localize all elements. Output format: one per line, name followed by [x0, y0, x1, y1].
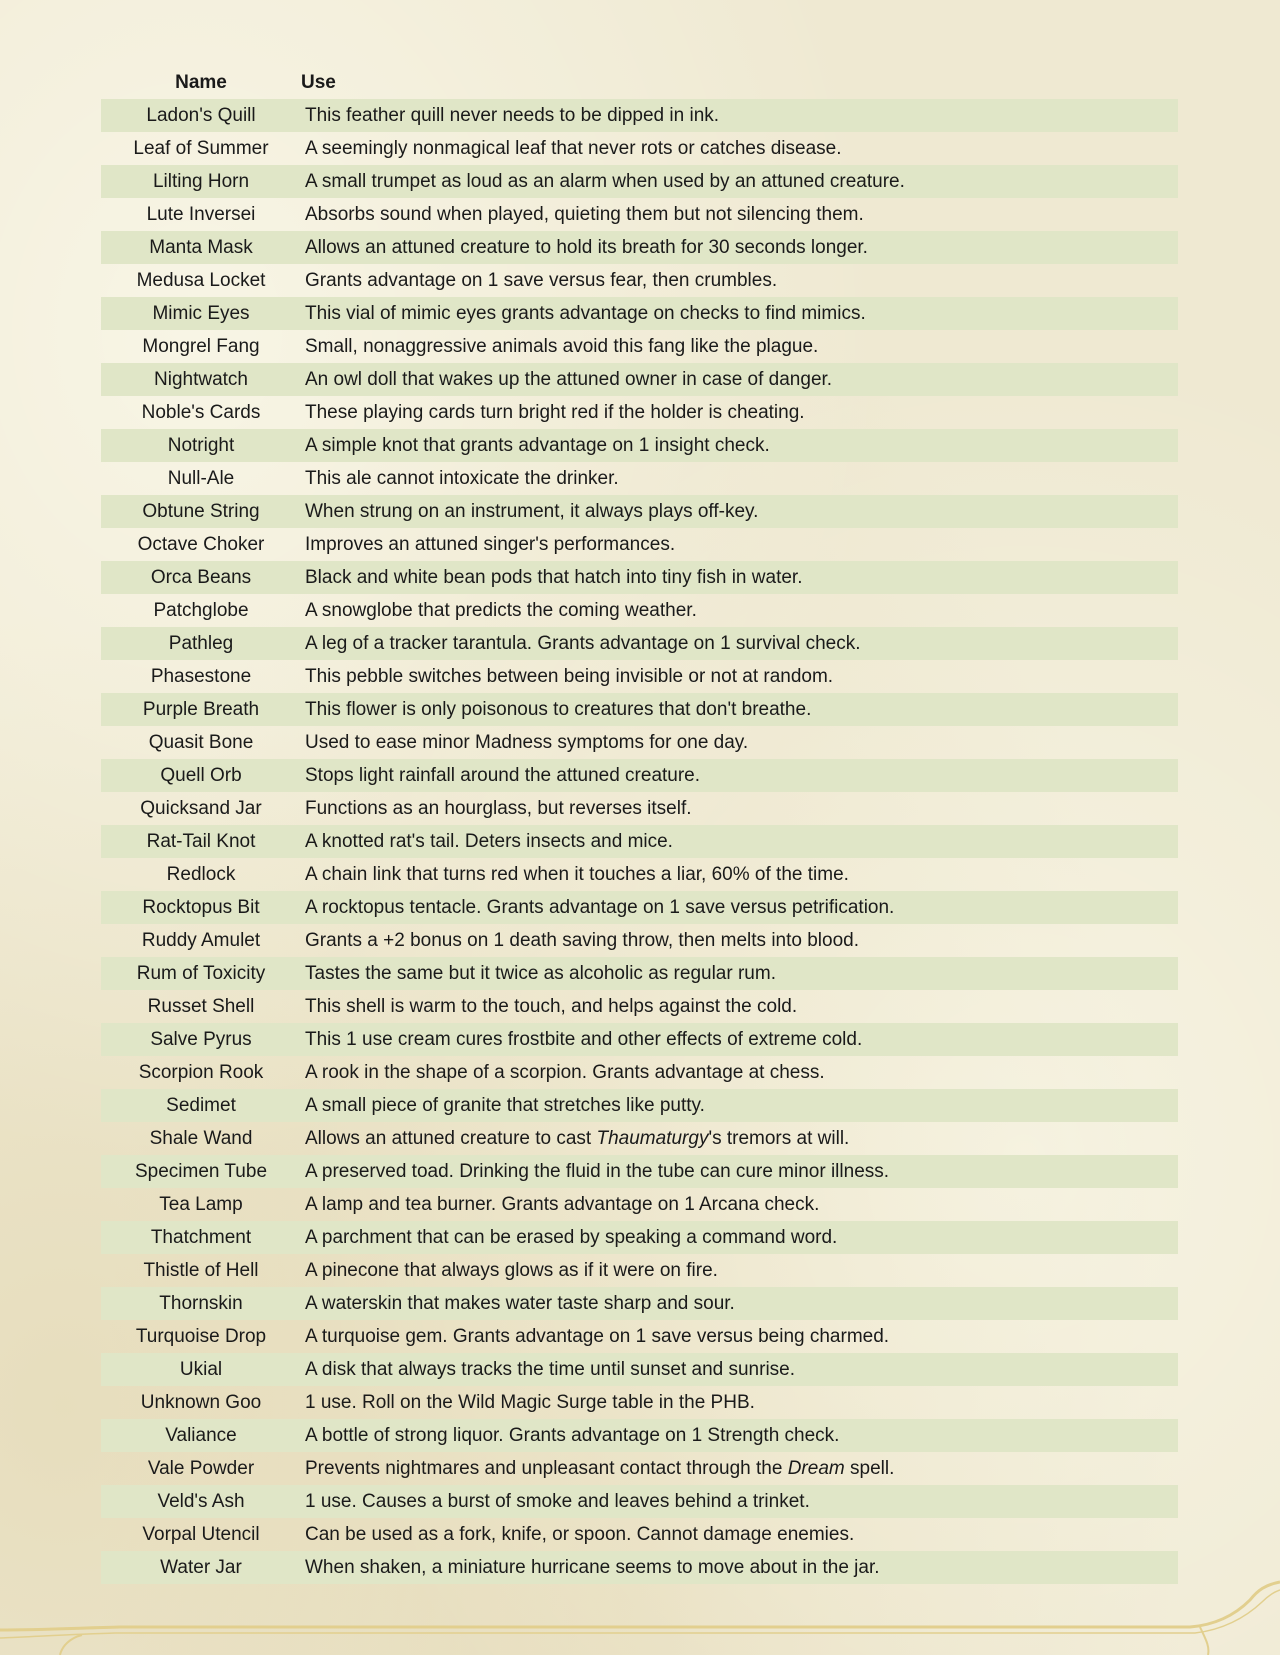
- spell-name-italic: Dream: [787, 1457, 845, 1479]
- table-row: [101, 1023, 1178, 1056]
- item-name-cell: Salve Pyrus: [150, 1028, 252, 1050]
- table-row: [101, 363, 1178, 396]
- item-use-cell: When shaken, a miniature hurricane seems to move about in the jar.: [305, 1556, 880, 1578]
- item-name-cell: Manta Mask: [149, 236, 253, 258]
- item-name-cell: Medusa Locket: [136, 269, 266, 291]
- table-row: [101, 165, 1178, 198]
- item-name-cell: Ukial: [179, 1358, 223, 1380]
- item-name-cell: Quasit Bone: [148, 731, 254, 753]
- item-use-cell: A lamp and tea burner. Grants advantage on 1 Arcana check.: [305, 1193, 820, 1215]
- item-name-cell: Phasestone: [150, 665, 252, 687]
- table-row: [101, 528, 1178, 561]
- table-row: [101, 561, 1178, 594]
- item-use-cell: Grants a +2 bonus on 1 death saving throw, then melts into blood.: [305, 929, 859, 951]
- table-header-row: [101, 66, 1178, 99]
- column-header-use: Use: [301, 71, 336, 93]
- table-row: [101, 1254, 1178, 1287]
- item-use-cell: Used to ease minor Madness symptoms for one day.: [305, 731, 749, 753]
- item-use-cell: When strung on an instrument, it always plays off-key.: [305, 500, 759, 522]
- item-name-cell: Lilting Horn: [152, 170, 250, 192]
- item-use-cell: A pinecone that always glows as if it were on fire.: [305, 1259, 718, 1281]
- table-row: [101, 858, 1178, 891]
- table-row: [101, 924, 1178, 957]
- item-use-cell: A knotted rat's tail. Deters insects and mice.: [305, 830, 673, 852]
- item-name-cell: Thornskin: [159, 1292, 243, 1314]
- item-name-cell: Ruddy Amulet: [141, 929, 261, 951]
- item-use-cell: This pebble switches between being invisible or not at random.: [305, 665, 834, 687]
- item-name-cell: Rum of Toxicity: [136, 962, 266, 984]
- item-use-cell: This 1 use cream cures frostbite and other effects of extreme cold.: [305, 1028, 863, 1050]
- table-row: [101, 1353, 1178, 1386]
- item-name-cell: Rocktopus Bit: [142, 896, 260, 918]
- item-name-cell: Tea Lamp: [159, 1193, 243, 1215]
- item-name-cell: Water Jar: [160, 1556, 242, 1578]
- footer-ornament: [0, 1580, 1280, 1655]
- item-use-cell: A turquoise gem. Grants advantage on 1 save versus being charmed.: [305, 1325, 890, 1347]
- table-row: [101, 1518, 1178, 1551]
- item-use-cell: A parchment that can be erased by speaking a command word.: [305, 1226, 838, 1248]
- table-row: [101, 957, 1178, 990]
- table-row: [101, 462, 1178, 495]
- item-name-cell: Obtune String: [142, 500, 260, 522]
- item-name-cell: Mimic Eyes: [152, 302, 250, 324]
- table-row: [101, 495, 1178, 528]
- item-name-cell: Russet Shell: [147, 995, 255, 1017]
- item-use-cell: A rook in the shape of a scorpion. Grants advantage at chess.: [305, 1061, 825, 1083]
- item-use-cell: This feather quill never needs to be dipped in ink.: [305, 104, 720, 126]
- item-use-cell: A rocktopus tentacle. Grants advantage on 1 save versus petrification.: [305, 896, 895, 918]
- item-name-cell: Turquoise Drop: [135, 1325, 267, 1347]
- item-use-cell: A small trumpet as loud as an alarm when used by an attuned creature.: [305, 170, 905, 192]
- item-name-cell: Shale Wand: [149, 1127, 253, 1149]
- table-row: [101, 1287, 1178, 1320]
- item-name-cell: Sedimet: [166, 1094, 236, 1116]
- table-row: [101, 1386, 1178, 1419]
- item-name-cell: Vorpal Utencil: [142, 1523, 260, 1545]
- item-name-cell: Purple Breath: [142, 698, 260, 720]
- item-name-cell: Thistle of Hell: [143, 1259, 259, 1281]
- item-use-cell: [301, 1452, 1178, 1485]
- table-row: [101, 264, 1178, 297]
- item-name-cell: Scorpion Rook: [138, 1061, 264, 1083]
- item-name-cell: Valiance: [165, 1424, 237, 1446]
- item-use-cell: Functions as an hourglass, but reverses itself.: [305, 797, 692, 819]
- table-row: [101, 891, 1178, 924]
- item-use-cell: A waterskin that makes water taste sharp and sour.: [305, 1292, 735, 1314]
- item-name-cell: Specimen Tube: [134, 1160, 268, 1182]
- item-name-cell: Redlock: [166, 863, 236, 885]
- table-row: [101, 1155, 1178, 1188]
- item-name-cell: Quicksand Jar: [140, 797, 262, 819]
- table-row: [101, 594, 1178, 627]
- item-use-cell: Absorbs sound when played, quieting them but not silencing them.: [305, 203, 864, 225]
- item-use-cell: Black and white bean pods that hatch into tiny fish in water.: [305, 566, 803, 588]
- item-name-cell: Orca Beans: [150, 566, 252, 588]
- item-use-cell: This flower is only poisonous to creatures that don't breathe.: [305, 698, 812, 720]
- item-name-cell: Noble's Cards: [141, 401, 261, 423]
- item-name-cell: Lute Inversei: [146, 203, 256, 225]
- table-row: [101, 429, 1178, 462]
- item-use-cell: A seemingly nonmagical leaf that never rots or catches disease.: [305, 137, 842, 159]
- table-row: [101, 726, 1178, 759]
- spell-name-italic: Thaumaturgy: [596, 1127, 709, 1149]
- item-name-cell: Vale Powder: [147, 1457, 255, 1479]
- item-name-cell: Ladon's Quill: [146, 104, 256, 126]
- item-use-cell: These playing cards turn bright red if the holder is cheating.: [305, 401, 805, 423]
- item-use-cell: Small, nonaggressive animals avoid this fang like the plague.: [305, 335, 819, 357]
- item-name-cell: Octave Choker: [137, 533, 265, 555]
- table-row: [101, 297, 1178, 330]
- item-use-cell: A chain link that turns red when it touches a liar, 60% of the time.: [305, 863, 849, 885]
- table-row: [101, 1221, 1178, 1254]
- item-use-cell: [301, 1122, 1178, 1155]
- column-header-name: Name: [175, 71, 227, 93]
- table-row: [101, 1419, 1178, 1452]
- item-name-cell: Quell Orb: [160, 764, 242, 786]
- item-name-cell: Leaf of Summer: [133, 137, 269, 159]
- item-use-cell: Improves an attuned singer's performances.: [305, 533, 676, 555]
- item-name-cell: Nightwatch: [154, 368, 248, 390]
- table-row: [101, 1320, 1178, 1353]
- item-use-cell: This vial of mimic eyes grants advantage on checks to find mimics.: [305, 302, 866, 324]
- table-row: [101, 1089, 1178, 1122]
- table-row: [101, 396, 1178, 429]
- item-use-cell: Allows an attuned creature to hold its breath for 30 seconds longer.: [305, 236, 868, 258]
- item-use-text: Allows an attuned creature to cast: [305, 1127, 597, 1149]
- item-use-cell: Stops light rainfall around the attuned creature.: [305, 764, 701, 786]
- item-use-cell: 1 use. Roll on the Wild Magic Surge table in the PHB.: [305, 1391, 755, 1413]
- item-use-text: Prevents nightmares and unpleasant contact through the: [305, 1457, 788, 1479]
- item-name-cell: Thatchment: [150, 1226, 252, 1248]
- item-use-cell: This shell is warm to the touch, and helps against the cold.: [305, 995, 798, 1017]
- item-use-cell: An owl doll that wakes up the attuned owner in case of danger.: [305, 368, 833, 390]
- table-row: [101, 231, 1178, 264]
- item-name-cell: Rat-Tail Knot: [146, 830, 256, 852]
- table-row: [101, 330, 1178, 363]
- table-row: [101, 660, 1178, 693]
- table-row: [101, 990, 1178, 1023]
- table-row: [101, 825, 1178, 858]
- item-name-cell: Mongrel Fang: [142, 335, 260, 357]
- item-name-cell: Veld's Ash: [157, 1490, 245, 1512]
- table-row: [101, 1122, 1178, 1155]
- table-row: [101, 627, 1178, 660]
- item-use-text: spell.: [844, 1457, 895, 1479]
- table-row: [101, 1056, 1178, 1089]
- item-use-cell: A snowglobe that predicts the coming weather.: [305, 599, 697, 621]
- item-name-cell: Unknown Goo: [140, 1391, 262, 1413]
- item-use-cell: Grants advantage on 1 save versus fear, then crumbles.: [305, 269, 778, 291]
- item-use-cell: Can be used as a fork, knife, or spoon. Cannot damage enemies.: [305, 1523, 855, 1545]
- table-body: [101, 99, 1178, 1584]
- table-row: [101, 1452, 1178, 1485]
- item-name-cell: Notright: [167, 434, 235, 456]
- item-use-cell: A small piece of granite that stretches like putty.: [305, 1094, 705, 1116]
- table-row: [101, 792, 1178, 825]
- table-row: [101, 693, 1178, 726]
- item-use-cell: This ale cannot intoxicate the drinker.: [305, 467, 619, 489]
- item-use-cell: A bottle of strong liquor. Grants advantage on 1 Strength check.: [305, 1424, 840, 1446]
- item-name-cell: Null-Ale: [167, 467, 235, 489]
- item-use-cell: A preserved toad. Drinking the fluid in the tube can cure minor illness.: [305, 1160, 890, 1182]
- item-name-cell: Pathleg: [168, 632, 234, 654]
- item-use-cell: A simple knot that grants advantage on 1 insight check.: [305, 434, 770, 456]
- table-row: [101, 198, 1178, 231]
- table-row: [101, 99, 1178, 132]
- item-use-cell: 1 use. Causes a burst of smoke and leaves behind a trinket.: [305, 1490, 810, 1512]
- item-name-cell: Patchglobe: [153, 599, 249, 621]
- magic-items-table: [101, 66, 1178, 1584]
- item-use-cell: A leg of a tracker tarantula. Grants advantage on 1 survival check.: [305, 632, 861, 654]
- table-row: [101, 132, 1178, 165]
- item-use-text: 's tremors at will.: [708, 1127, 850, 1149]
- table-row: [101, 1188, 1178, 1221]
- table-row: [101, 759, 1178, 792]
- item-use-cell: Tastes the same but it twice as alcoholic as regular rum.: [305, 962, 776, 984]
- table-row: [101, 1485, 1178, 1518]
- item-use-cell: A disk that always tracks the time until sunset and sunrise.: [305, 1358, 796, 1380]
